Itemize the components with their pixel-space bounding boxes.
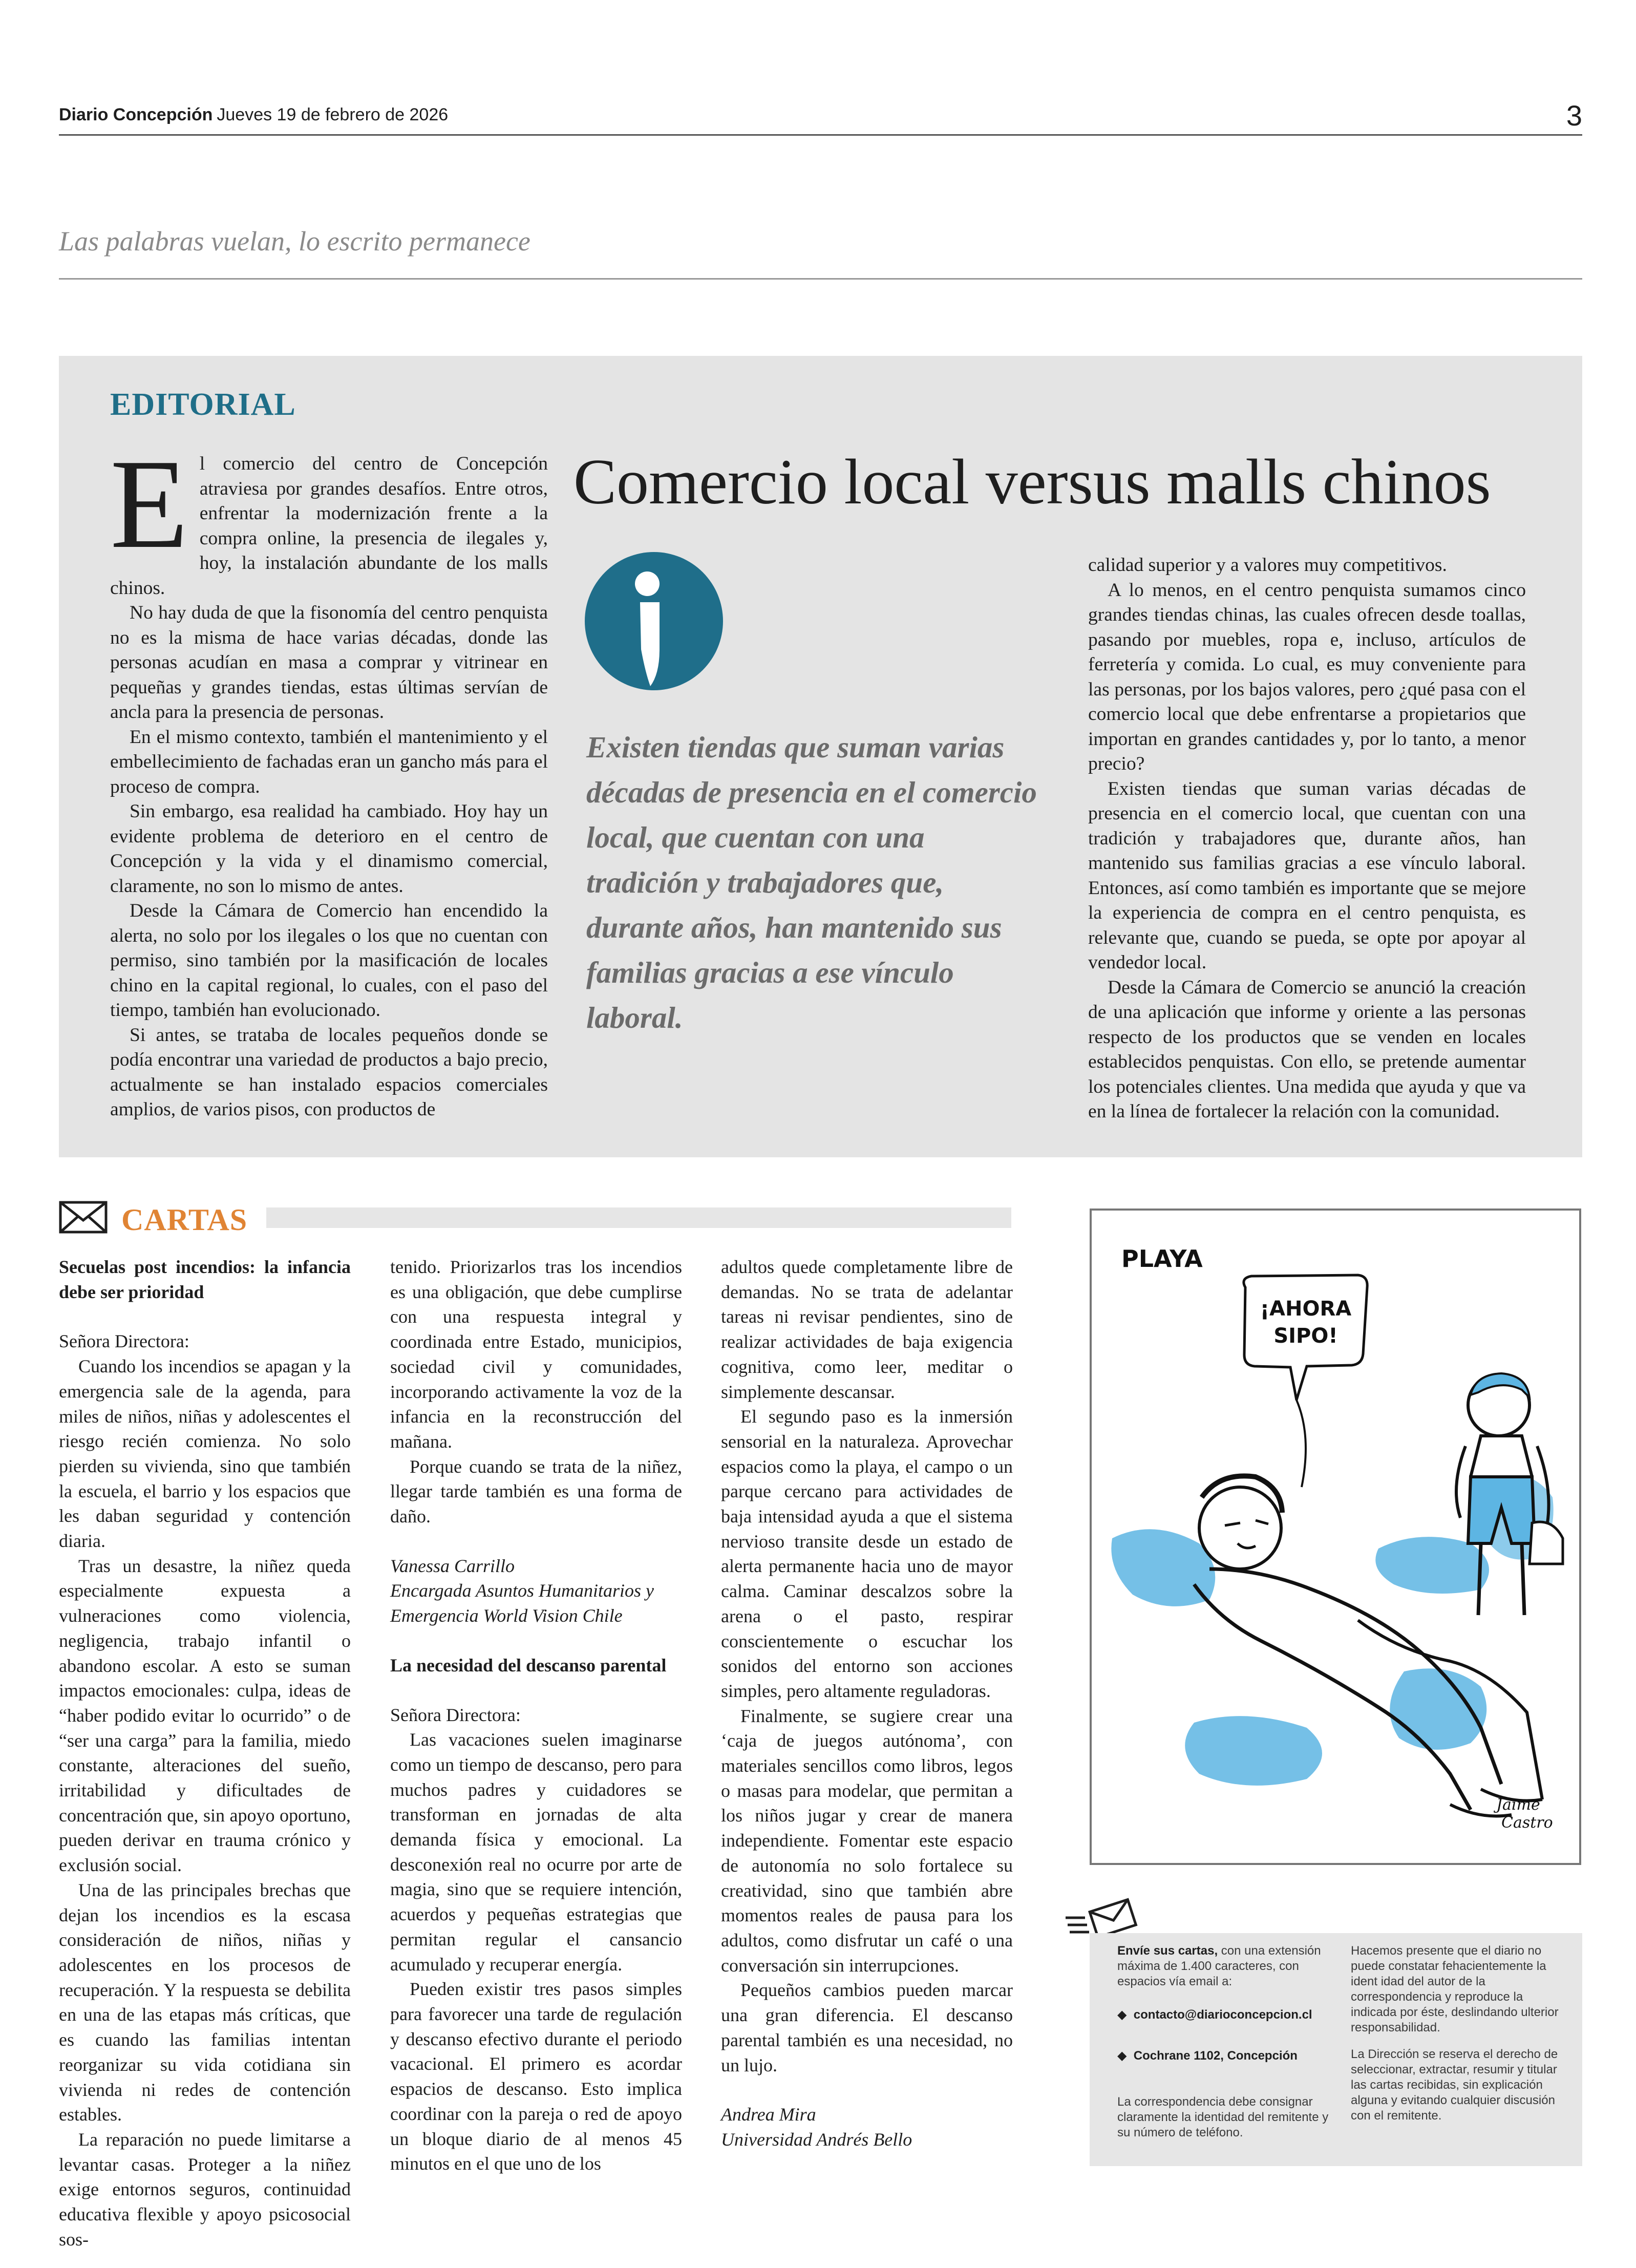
- editorial-paragraph: A lo menos, en el centro penquista sumamos cinco grandes tiendas chinas, las cuales ofrecen desde toallas, pasando por muebles, ropa e, incluso, artículos de ferretería y comida. Lo cual, es muy conveniente para las personas, por los bajos valores, pero ¿qué pasa con el comercio local que debe enfrentarse a propietarios que importan en grandes cantidades y, por lo tanto, a menor precio?: [1088, 579, 1526, 774]
- letters-info-box: [1090, 1933, 1582, 2166]
- publication-date: Jueves 19 de febrero de 2026: [217, 105, 449, 124]
- disclaimer-note: Hacemos presente que el diario no puede constatar fehacientemente la ident idad del autor de la correspondencia y reproduce la indicada por éste, deslindando ulterior responsabilidad.: [1351, 1944, 1559, 2034]
- letter-signature-name: Andrea Mira: [721, 2104, 816, 2125]
- letter-paragraph: Una de las principales brechas que dejan los incendios es la escasa consideración de niños, niñas y adolescentes en los procesos de recuperación. Y la respuesta se debilita en una de las etapas más críticas, que es cuando las familias intentan reorganizar su vida cotidiana sin vivienda ni redes de contención estables.: [59, 1879, 351, 2125]
- letter-headline: Secuelas post incendios: la infancia debe ser prioridad: [59, 1257, 351, 1302]
- editorial-rights-note: La Dirección se reserva el derecho de seleccionar, extractar, resumir y titular las cartas recibidas, sin explicación alguna y evitando cualquier discusión con el remitente.: [1351, 2047, 1558, 2123]
- editorial-paragraph: Sin embargo, esa realidad ha cambiado. Hoy hay un evidente problema de deterioro en el centro de Concepción y la vida y el dinamismo comercial, claramente, no son lo mismo de antes.: [110, 801, 548, 897]
- editorial-pull-quote: Existen tiendas que suman varias décadas de presencia en el comercio local, que cuentan con una tradición y trabajadores que, durante años, han mantenido sus familias gracias a ese vínculo laboral.: [586, 730, 1037, 1034]
- editorial-paragraph: Existen tiendas que suman varias décadas de presencia en el comercio local, que cuentan con una tradición y trabajadores que, durante años, han mantenido sus familias gracias a ese vínculo laboral. Entonces, así como también es importante que se mejore la experiencia de compra en el centro penquista, es relevante que, cuando se pueda, se opte por apoyar al vendedor local.: [1088, 778, 1526, 973]
- contact-email: ◆ contacto@diarioconcepcion.cl: [1117, 2008, 1312, 2022]
- letter-paragraph: Las vacaciones suelen imaginarse como un tiempo de descanso, pero para muchos padres y cuidadores se transforman en jornadas de alta demanda física y emocional. La desconexión real no ocurre por arte de magia, sino que se requiere intención, acuerdos y pequeñas estrategias que permitan regular el cansancio acumulado y recuperar energía.: [390, 1729, 682, 1975]
- cartas-label: CARTAS: [121, 1203, 248, 1237]
- cartoon-signature: Castro: [1501, 1814, 1553, 1832]
- letter-paragraph: tenido. Priorizarlos tras los incendios es una obligación, que debe cumplirse con una respuesta integral y coordinada entre Estado, municipios, sociedad civil y comunidades, incorporando activamente la voz de la infancia en la reconstrucción del mañana.: [390, 1257, 682, 1452]
- page-header: [59, 99, 1582, 136]
- speech-line-2: SIPO!: [1273, 1324, 1338, 1348]
- envelope-icon: [59, 1201, 108, 1234]
- editorial-paragraph: Desde la Cámara de Comercio han encendido la alerta, no solo por los ilegales o los que no cuentan con permiso, sino también por la masificación de locales chino en la capital regional, lo cuales, con el paso del tiempo, también han evolucionado.: [110, 900, 548, 1021]
- letter-salutation: Señora Directora:: [390, 1704, 521, 1725]
- letter-salutation: Señora Directora:: [59, 1331, 189, 1352]
- editorial-column-left: [110, 433, 548, 1122]
- editorial-column-right: [1088, 553, 1526, 1125]
- cartas-header-bar: [266, 1207, 1011, 1228]
- letter-paragraph: Pequeños cambios pueden marcar una gran diferencia. El descanso parental también es una necesidad, no un lujo.: [721, 1980, 1013, 2075]
- letter-headline: La necesidad del descanso parental: [390, 1655, 667, 1676]
- letter-paragraph: La reparación no puede limitarse a levantar casas. Proteger a la niñez exige entornos seguros, continuidad educativa flexible y apoyo psicosocial sos-: [59, 2129, 351, 2250]
- contact-address: ◆ Cochrane 1102, Concepción: [1117, 2049, 1298, 2063]
- editorial-paragraph: calidad superior y a valores muy competitivos.: [1088, 555, 1447, 576]
- speech-line-1: ¡AHORA: [1260, 1297, 1352, 1321]
- cartoon-signature: Jaime: [1496, 1796, 1540, 1814]
- letters-column-1: [59, 1255, 351, 2252]
- letter-paragraph: El segundo paso es la inmersión sensorial en la naturaleza. Aprovechar espacios como la playa, el campo o un parque cercano para actividades de baja intensidad ayuda a que el sistema nervioso transite desde un estado de alerta permanente hacia uno de mayor calma. Caminar descalzos sobre la arena o el pasto, respirar conscientemente o escuchar los sonidos del entorno son acciones simples, pero altamente reguladoras.: [721, 1406, 1013, 1701]
- send-instructions: Envíe sus cartas, con una extensión máxima de 1.400 caracteres, con espacios vía email a:: [1117, 1944, 1321, 1988]
- editorial-paragraph: El comercio del centro de Concepción atraviesa por grandes desafíos. Entre otros, enfrentar la modernización frente a la compra online, la presencia de ilegales y, hoy, la instalación abundante de los malls chinos.: [110, 433, 548, 599]
- letter-paragraph: adultos quede completamente libre de demandas. No se trata de adelantar tareas ni revisar pendientes, sino de realizar actividades de baja exigencia cognitiva, como leer, meditar o simplemente descansar.: [721, 1257, 1013, 1402]
- motto-divider: [59, 278, 1582, 280]
- cartoon-illustration: [1092, 1211, 1579, 1863]
- letter-paragraph: Porque cuando se trata de la niñez, llegar tarde también es una forma de daño.: [390, 1456, 682, 1527]
- editorial-paragraph: Desde la Cámara de Comercio se anunció la creación de una aplicación que informe y oriente a las personas respecto de los productos que se venden en locales establecidos penquistas. Con ello, se pretende aumentar los potenciales clientes. Una medida que ayuda y que va en la línea de fortalecer la relación con la comunidad.: [1088, 977, 1526, 1122]
- letters-column-2: [390, 1255, 682, 2176]
- letter-paragraph: Pueden existir tres pasos simples para favorecer una tarde de regulación y descanso efectivo durante el periodo vacacional. El primero es acordar espacios de descanso. Esto implica coordinar con la pareja o red de apoyo un bloque diario de al menos 45 minutos en el que uno de los: [390, 1979, 682, 2174]
- editorial-paragraph: No hay duda de que la fisonomía del centro penquista no es la misma de hace varias décadas, donde las personas acudían en masa a comprar y vitrinear en pequeñas y grandes tiendas, estas últimas servían de ancla para la presencia de personas.: [110, 602, 548, 723]
- editorial-paragraph: Si antes, se trataba de locales pequeños donde se podía encontrar una variedad de productos a bajo precio, actualmente se han instalado espacios comerciales amplios, de varios pisos, con productos de: [110, 1024, 548, 1120]
- section-motto: Las palabras vuelan, lo escrito permanece: [59, 226, 530, 257]
- drop-cap: E: [110, 433, 188, 575]
- letter-signature-name: Vanessa Carrillo: [390, 1555, 515, 1576]
- letter-paragraph: Finalmente, se sugiere crear una ‘caja de juegos autónoma’, con materiales sencillos como libros, legos o masas para modelar, que permitan a los niños jugar y crear de manera independiente. Fomentar este espacio de autonomía no solo fortalece su creatividad, sino que también abre momentos reales de pausa para los adultos, como disfrutar un café o una conversación sin interrupciones.: [721, 1705, 1013, 1976]
- cartoon-caption: PLAYA: [1121, 1245, 1203, 1273]
- correspondence-note: La correspondencia debe consignar claramente la identidad del remitente y su número de teléfono.: [1117, 2095, 1329, 2139]
- info-icon: [585, 552, 723, 690]
- editorial-paragraph: En el mismo contexto, también el mantenimiento y el embellecimiento de fachadas eran un gancho más para el proceso de compra.: [110, 726, 548, 797]
- cartoon-frame: [1090, 1209, 1581, 1865]
- editorial-label: EDITORIAL: [110, 387, 296, 422]
- letters-column-3: [721, 1255, 1013, 2152]
- editorial-title: Comercio local versus malls chinos: [573, 447, 1491, 518]
- letter-paragraph: Cuando los incendios se apagan y la emergencia sale de la agenda, para miles de niños, niñas y adolescentes el riesgo recién comienza. No solo pierden su vivienda, sino que también la escuela, el barrio y los espacios que les daban seguridad y contención diaria.: [59, 1356, 351, 1552]
- letter-signature-role: Encargada Asuntos Humanitarios y Emergencia World Vision Chile: [390, 1580, 654, 1626]
- letter-signature-role: Universidad Andrés Bello: [721, 2129, 912, 2150]
- publication-name: Diario Concepción: [59, 105, 213, 124]
- letter-paragraph: Tras un desastre, la niñez queda especialmente expuesta a vulneraciones como violencia, negligencia, trabajo infantil o abandono escolar. A esto se suman impactos emocionales: culpa, ideas de “haber podido evitar lo ocurrido” o de “ser una carga” para la familia, miedo constante, alteraciones del sueño, irritabilidad y dificultades de concentración que, sin apoyo oportuno, pueden derivar en trauma crónico y exclusión social.: [59, 1555, 351, 1876]
- page-number: 3: [1566, 99, 1582, 132]
